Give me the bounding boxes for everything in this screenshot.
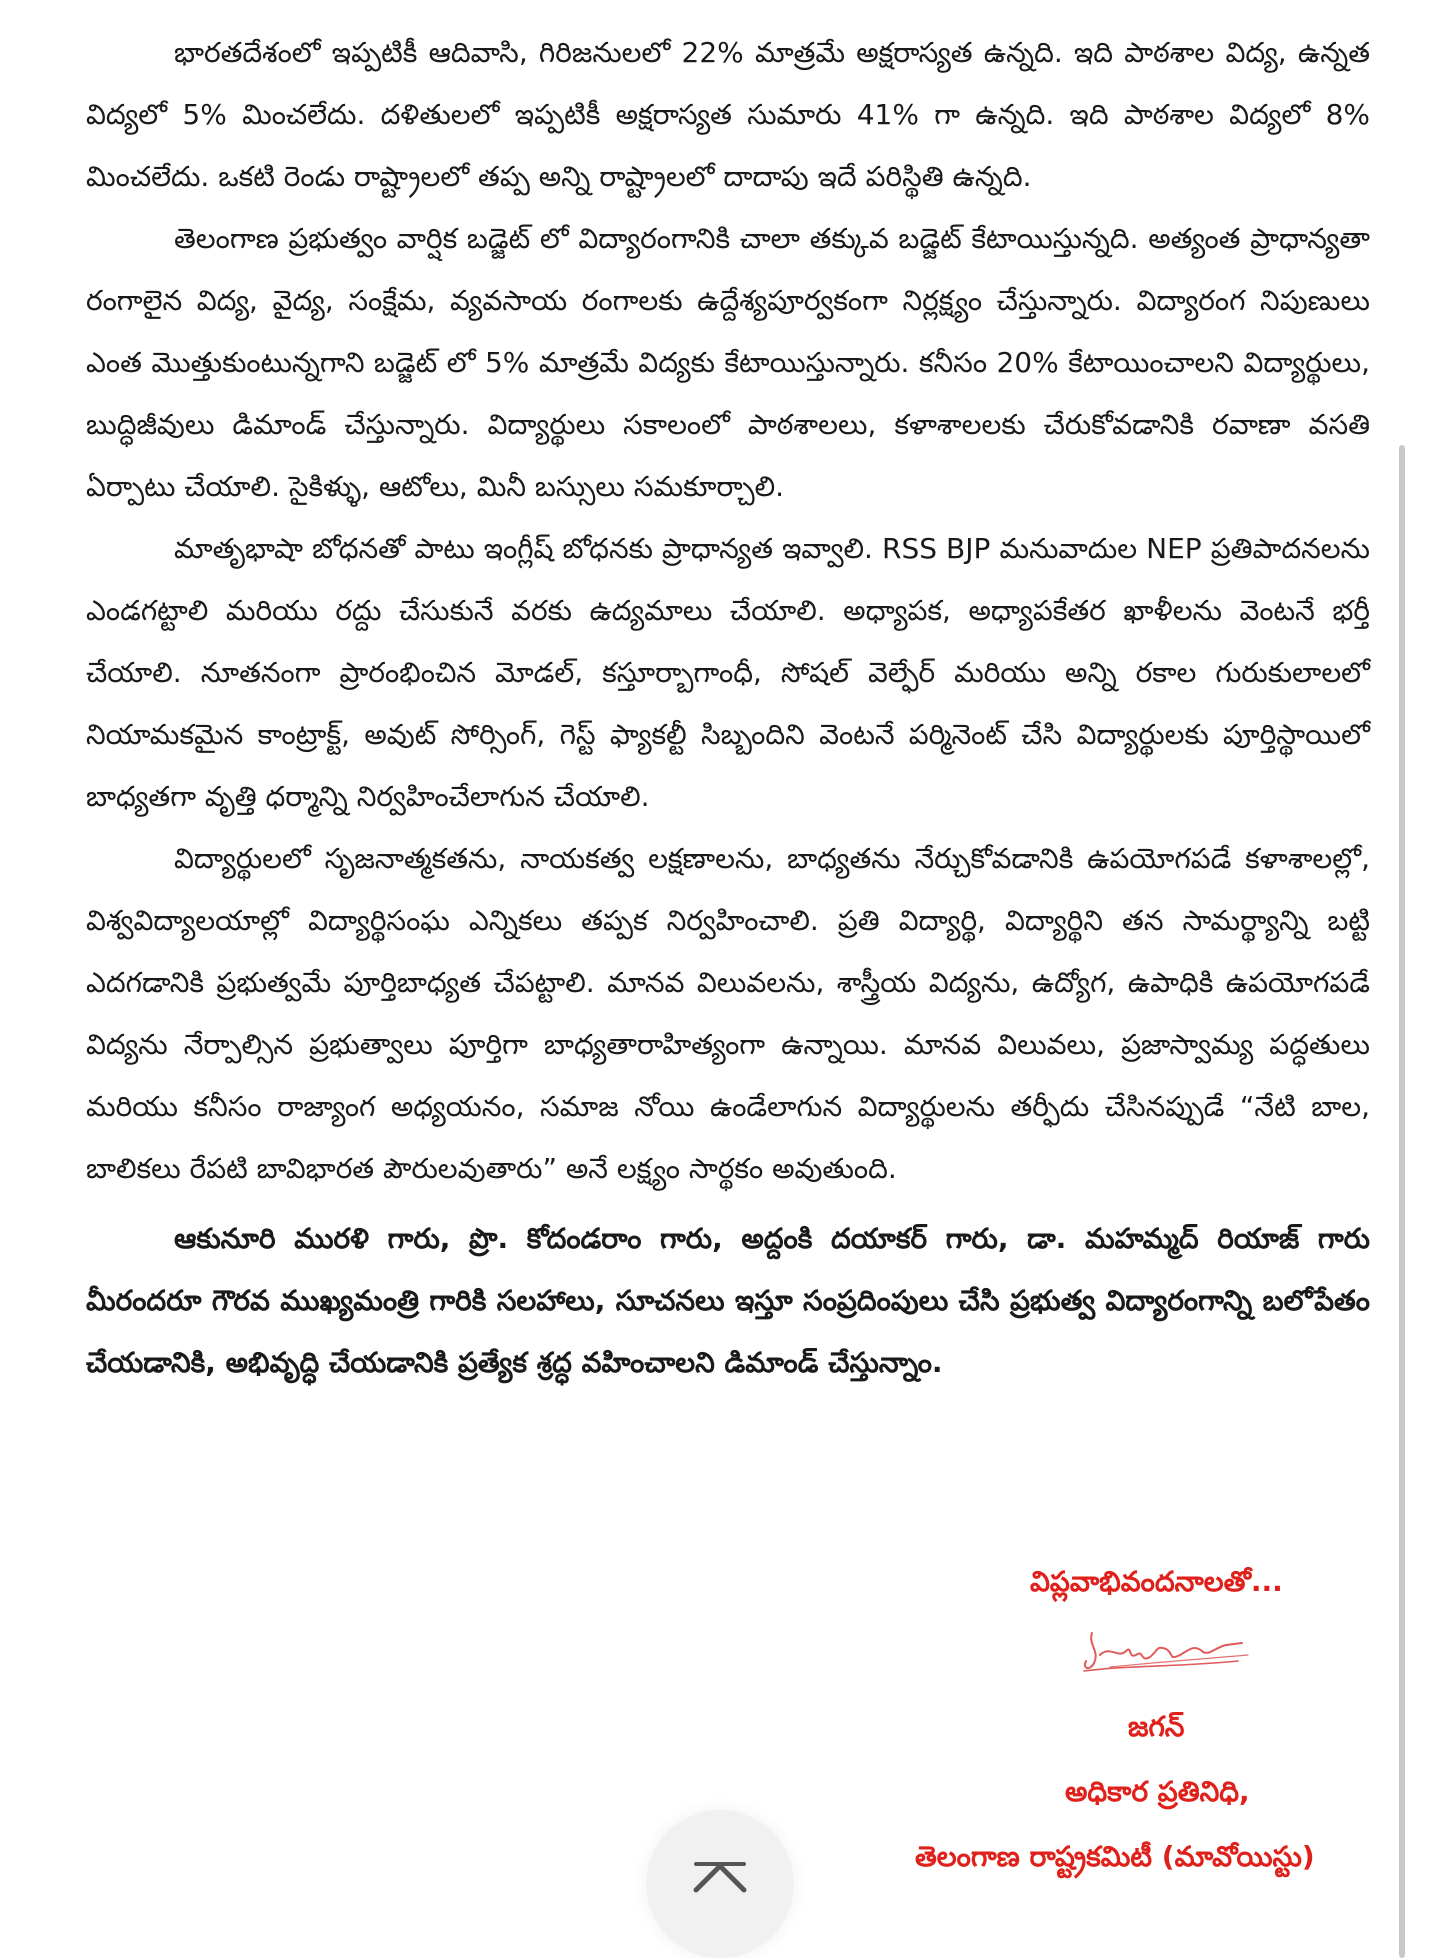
paragraph-budget: తెలంగాణ ప్రభుత్వం వార్షిక బడ్జెట్ లో విద్యారంగానికి చాలా తక్కువ బడ్జెట్ కేటాయిస్తున్నది. అత్యంత ప్రాధాన్యతా రంగాలైన విద్య, వైద్య, సంక్షేమ, వ్యవసాయ రంగాలకు ఉద్దేశ్యపూర్వకంగా నిర్లక్ష్యం చేస్తున్నారు. విద్యారంగ నిపుణులు ఎంత మొత్తుకుంటున్నగాని బడ్జెట్ లో 5% మాత్రమే విద్యకు కేటాయిస్తున్నారు. కనీసం 20% కేటాయించాలని విద్యార్థులు, బుద్ధిజీవులు డిమాండ్ చేస్తున్నారు. విద్యార్థులు సకాలంలో పాఠశాలలు, కళాశాలలకు చేరుకోవడానికి రవాణా వసతి ఏర్పాటు చేయాలి. సైకిళ్ళు, ఆటోలు, మినీ బస్సులు సమకూర్చాలి. <box>86 222 1370 503</box>
vertical-scrollbar[interactable] <box>1399 445 1405 1958</box>
paragraph-demand: ఆకునూరి మురళి గారు, ప్రొ. కోదండరాం గారు, అద్దంకి దయాకర్ గారు, డా. మహమ్మద్ రియాజ్ గారు మీరందరూ గౌరవ ముఖ్యమంత్రి గారికి సలహాలు, సూచనలు ఇస్తూ సంప్రదింపులు చేసి ప్రభుత్వ విద్యారంగాన్ని బలోపేతం చేయడానికి, అభివృద్ధి చేయడానికి ప్రత్యేక శ్రద్ధ వహించాలని డిమాండ్ చేస్తున్నాం. <box>86 1222 1370 1379</box>
closing-salutation: విప్లవాభివందనాలతో... <box>1030 1565 1283 1598</box>
signer-role: అధికార ప్రతినిధి, <box>1065 1775 1250 1808</box>
chevron-up-icon <box>692 1860 748 1894</box>
document-body <box>86 22 1370 1394</box>
paragraph-literacy: భారతదేశంలో ఇప్పటికీ ఆదివాసి, గిరిజనులలో 22% మాత్రమే అక్షరాస్యత ఉన్నది. ఇది పాఠశాల విద్య, ఉన్నత విద్యలో 5% మించలేదు. దళితులలో ఇప్పటికీ అక్షరాస్యత సుమారు 41% గా ఉన్నది. ఇది పాఠశాల విద్యలో 8% మించలేదు. ఒకటి రెండు రాష్ట్రాలలో తప్ప అన్ని రాష్ట్రాలలో దాదాపు ఇదే పరిస్థితి ఉన్నది. <box>86 36 1370 193</box>
handwritten-signature <box>1070 1615 1270 1685</box>
signer-name: జగన్ <box>1128 1710 1185 1743</box>
signer-organization: తెలంగాణ రాష్ట్రకమిటీ (మావోయిస్టు) <box>915 1840 1315 1873</box>
paragraph-language: మాతృభాషా బోధనతో పాటు ఇంగ్లీష్ బోధనకు ప్రాధాన్యత ఇవ్వాలి. RSS BJP మనువాదుల NEP ప్రతిపాదనలను ఎండగట్టాలి మరియు రద్దు చేసుకునే వరకు ఉద్యమాలు చేయాలి. అధ్యాపక, అధ్యాపకేతర ఖాళీలను వెంటనే భర్తీ చేయాలి. నూతనంగా ప్రారంభించిన మోడల్, కస్తూర్బాగాంధీ, సోషల్ వెల్ఫేర్ మరియు అన్ని రకాల గురుకులాలలో నియామకమైన కాంట్రాక్ట్, అవుట్ సోర్సింగ్, గెస్ట్ ఫ్యాకల్టీ సిబ్బందిని వెంటనే పర్మినెంట్ చేసి విద్యార్థులకు పూర్తిస్థాయిలో బాధ్యతగా వృత్తి ధర్మాన్ని నిర్వహించేలాగున చేయాలి. <box>86 532 1370 813</box>
scroll-to-top-button[interactable] <box>646 1810 794 1958</box>
paragraph-student-elections: విద్యార్థులలో సృజనాత్మకతను, నాయకత్వ లక్షణాలను, బాధ్యతను నేర్చుకోవడానికి ఉపయోగపడే కళాశాలల్లో, విశ్వవిద్యాలయాల్లో విద్యార్థిసంఘ ఎన్నికలు తప్పక నిర్వహించాలి. ప్రతి విద్యార్థి, విద్యార్థిని తన సామర్థ్యాన్ని బట్టి ఎదగడానికి ప్రభుత్వమే పూర్తిబాధ్యత చేపట్టాలి. మానవ విలువలను, శాస్త్రీయ విద్యను, ఉద్యోగ, ఉపాధికి ఉపయోగపడే విద్యను నేర్పాల్సిన ప్రభుత్వాలు పూర్తిగా బాధ్యతారాహిత్యంగా ఉన్నాయి. మానవ విలువలు, ప్రజాస్వామ్య పద్ధతులు మరియు కనీసం రాజ్యాంగ అధ్యయనం, సమాజ నోయి ఉండేలాగున విద్యార్థులను తర్ఫీదు చేసినప్పుడే “నేటి బాల, బాలికలు రేపటి బావిభారత పౌరులవుతారు” అనే లక్ష్యం సార్థకం అవుతుంది. <box>86 842 1370 1185</box>
